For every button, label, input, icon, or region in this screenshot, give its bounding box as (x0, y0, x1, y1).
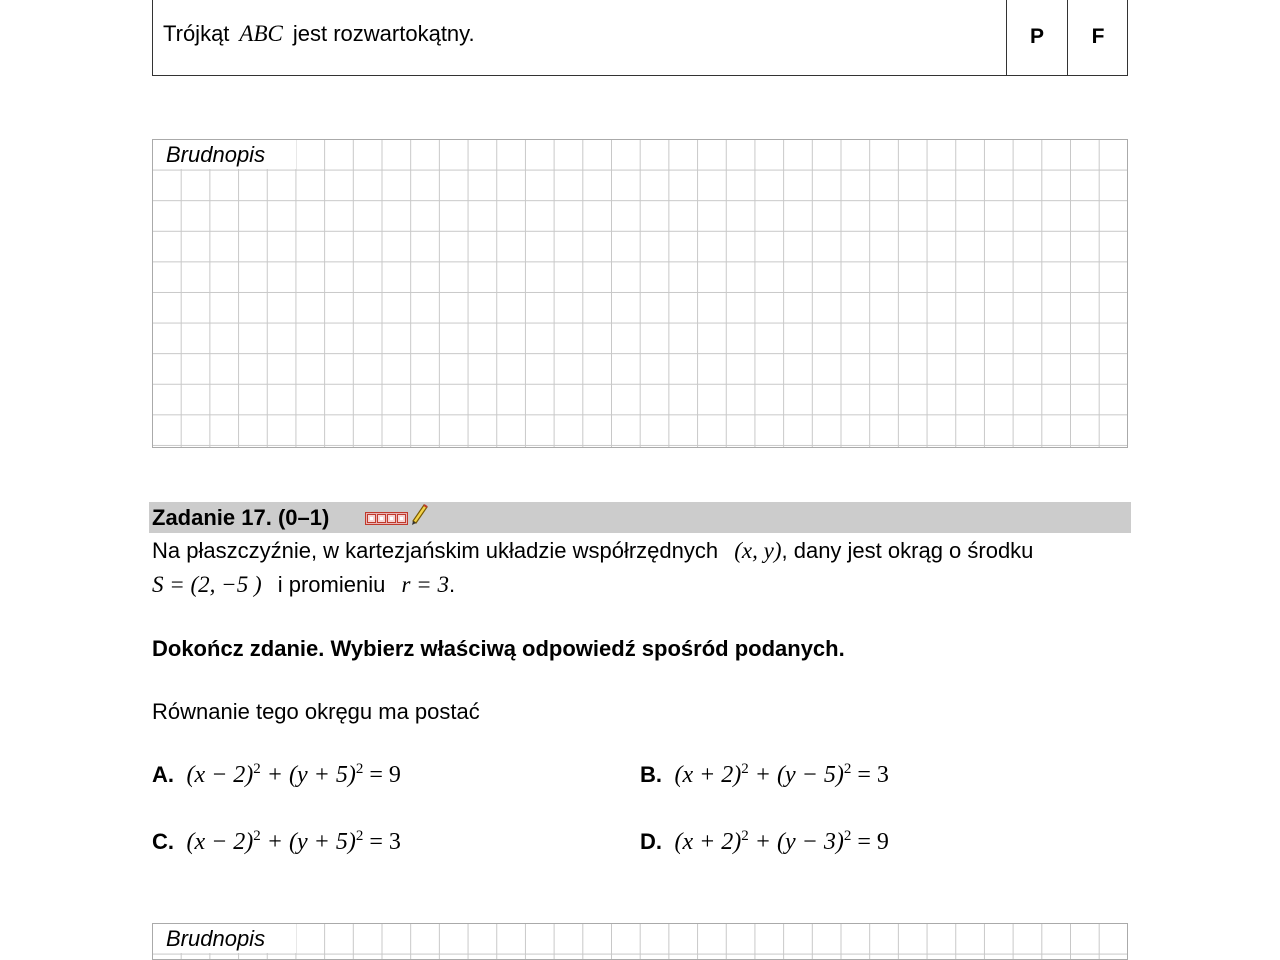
task-intro-line-1 (152, 538, 1033, 564)
task-header (149, 502, 1131, 533)
score-box (397, 514, 406, 523)
task-icons (365, 510, 429, 526)
intro-text-cont: , dany jest okrąg o środku (781, 538, 1034, 563)
option-equation: $(x - 2)^2 + (y + 5)^2 = 3$ (186, 828, 401, 855)
option-equation: $(x - 2)^2 + (y + 5)^2 = 9$ (186, 761, 401, 788)
option-letter: A. (152, 762, 174, 787)
intro-text: Na płaszczyźnie, w kartezjańskim układzie współrzędnych (152, 538, 719, 563)
period: . (448, 572, 456, 597)
score-box (377, 514, 386, 523)
option-b[interactable] (640, 761, 889, 789)
center-math: S = (2, −5 ) (152, 572, 262, 597)
option-d[interactable] (640, 828, 889, 856)
scratch-label: Brudnopis (153, 140, 296, 169)
pencil-icon (409, 502, 429, 526)
coordinate-math: (x, y) (734, 538, 782, 563)
option-equation: $(x + 2)^2 + (y - 3)^2 = 9$ (674, 828, 889, 855)
statement-suffix: jest rozwartokątny. (292, 21, 475, 46)
task-intro-line-2 (152, 572, 455, 598)
option-letter: D. (640, 829, 662, 854)
statement-prefix: Trójkąt (163, 21, 230, 46)
answer-true-cell[interactable]: P (1006, 0, 1067, 75)
scratch-label: Brudnopis (153, 924, 296, 953)
option-equation: $(x + 2)^2 + (y - 5)^2 = 3$ (674, 761, 889, 788)
score-box (367, 514, 376, 523)
true-false-row (152, 0, 1128, 76)
score-boxes (365, 512, 408, 525)
option-c[interactable] (152, 828, 401, 856)
task-instruction: Dokończ zdanie. Wybierz właściwą odpowiedź spośród podanych. (152, 636, 845, 661)
radius-text: i promieniu (277, 572, 386, 597)
option-letter: C. (152, 829, 174, 854)
option-a[interactable] (152, 761, 401, 789)
answer-false-cell[interactable]: F (1067, 0, 1128, 75)
scratch-grid (152, 923, 1128, 960)
statement-text (163, 21, 475, 47)
statement-math: ABC (239, 21, 283, 46)
task-title: Zadanie 17. (0–1) (152, 505, 330, 530)
scratch-grid (152, 139, 1128, 448)
task-stem: Równanie tego okręgu ma postać (152, 699, 480, 724)
radius-math: r = 3 (401, 572, 449, 597)
score-box (387, 514, 396, 523)
option-letter: B. (640, 762, 662, 787)
